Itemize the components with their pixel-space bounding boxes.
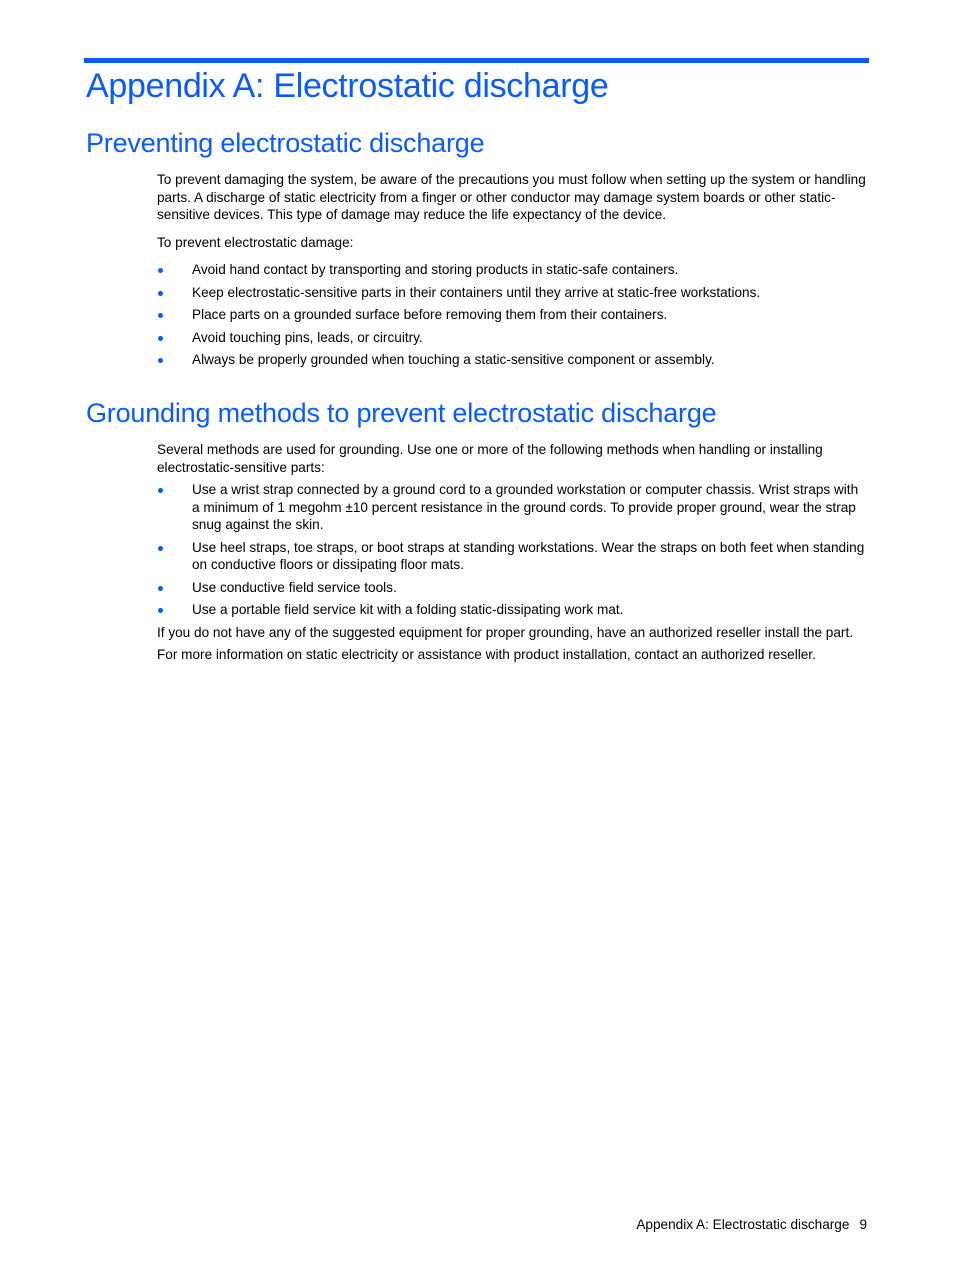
page-footer [636,1216,867,1234]
bullet-list [157,261,869,369]
list-item-text: Use heel straps, toe straps, or boot straps at standing workstations. Wear the straps on both feet when standing on conductive floors or dissipating floor mats. [192,539,865,572]
bullet-icon [158,488,163,493]
list-item-text: Avoid hand contact by transporting and storing products in static-safe containers. [192,262,679,277]
list-item [157,539,869,574]
section-body-preventing [157,171,869,369]
top-rule [84,58,869,63]
list-item [157,481,869,534]
footer-title: Appendix A: Electrostatic discharge [636,1217,850,1232]
bullet-icon [158,268,163,273]
list-item-text: Keep electrostatic-sensitive parts in their containers until they arrive at static-free workstations. [192,284,761,300]
bullet-icon [158,291,163,296]
list-item-text: Always be properly grounded when touching a static-sensitive component or assembly. [192,352,715,367]
bullet-icon [158,336,163,341]
section-intro: To prevent damaging the system, be aware of the precautions you must follow when setting up the system or handling parts. A discharge of static electricity from a finger or other conductor may damage system boards or other static-sensitive devices. This type of damage may reduce the life expectancy of the device. [157,172,866,222]
list-item-text: Use a wrist strap connected by a ground cord to a grounded workstation or computer chassis. Wrist straps with a minimum of 1 megohm ±10 percent resistance in the ground cords. To provide proper ground, wear the strap snug against the skin. [192,482,859,532]
list-item [157,579,869,597]
chapter-title: Appendix A: Electrostatic discharge [86,67,609,105]
list-item [157,351,869,369]
closing-paragraph: For more information on static electricity or assistance with product installation, contact an authorized reseller. [157,647,816,662]
list-item-text: Avoid touching pins, leads, or circuitry. [192,329,423,345]
bullet-icon [158,586,163,591]
closing-paragraph: If you do not have any of the suggested equipment for proper grounding, have an authorized reseller install the part. [157,624,853,640]
bullet-icon [158,608,163,613]
section-heading-grounding: Grounding methods to prevent electrostatic discharge [86,398,717,428]
list-item [157,601,869,619]
bullet-icon [158,358,163,363]
list-item [157,329,869,347]
list-item-text: Use conductive field service tools. [192,579,397,595]
list-item-text: Use a portable field service kit with a folding static-dissipating work mat. [192,602,624,617]
bullet-icon [158,546,163,551]
list-item [157,284,869,302]
section-lead: To prevent electrostatic damage: [157,234,354,250]
section-heading-preventing: Preventing electrostatic discharge [86,128,485,158]
section-intro: Several methods are used for grounding. Use one or more of the following methods when handling or installing electrostatic-sensitive parts: [157,442,823,475]
bullet-icon [158,313,163,318]
list-item [157,261,869,279]
list-item [157,306,869,324]
section-body-grounding [157,441,869,664]
page-number: 9 [859,1217,867,1232]
bullet-list [157,481,869,619]
list-item-text: Place parts on a grounded surface before removing them from their containers. [192,307,668,322]
